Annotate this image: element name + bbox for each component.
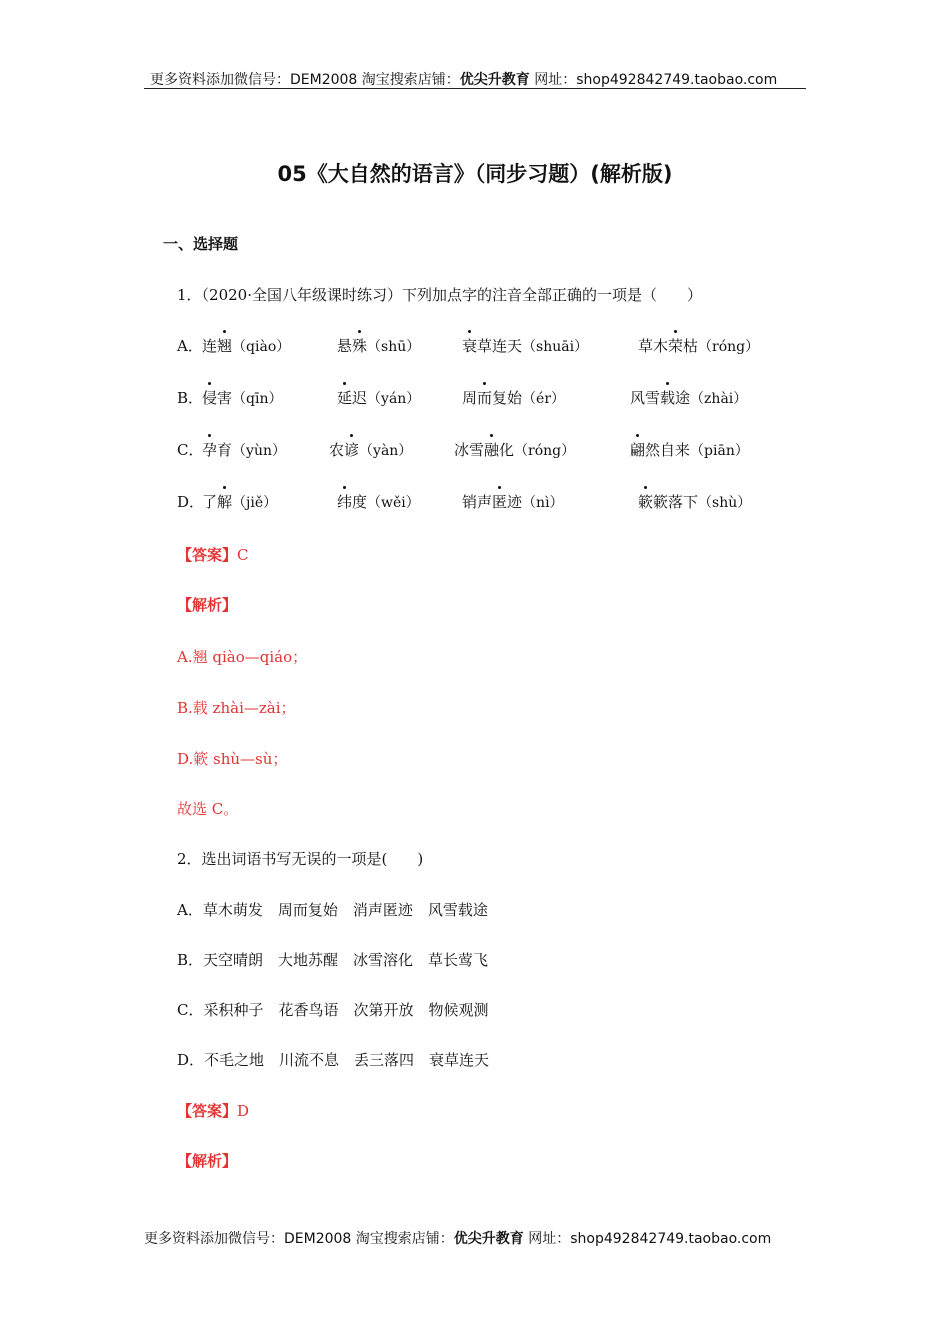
dotted-character: 载 — [660, 389, 676, 407]
q1-option-term — [337, 335, 420, 356]
q1-option-term — [202, 387, 283, 408]
header-shop-prefix: 淘宝搜索店铺： — [361, 72, 460, 88]
q1-analysis-line: A.翘 qiào—qiáo； — [177, 648, 308, 666]
pinyin: （yàn） — [359, 443, 413, 459]
pinyin: （zhài） — [690, 391, 748, 407]
q1-option-term — [462, 387, 565, 408]
footer-shop-name: 优尖升教育 — [453, 1231, 524, 1247]
q1-option-label: D． — [177, 493, 205, 511]
q2-option-d: D．不毛之地 川流不息 丢三落四 衰草连天 — [177, 1051, 490, 1069]
q1-answer-value: C — [237, 546, 249, 564]
q2-option-c: C．采积种子 花香鸟语 次第开放 物候观测 — [177, 1001, 489, 1019]
header-shop-name: 优尖升教育 — [459, 72, 530, 88]
term-prefix: 周 — [462, 389, 478, 407]
dotted-character: 而 — [477, 389, 493, 407]
term-suffix: 枯 — [683, 337, 699, 355]
pinyin: （shù） — [698, 495, 752, 511]
q1-option-term — [638, 335, 759, 356]
term-prefix: 销声 — [462, 493, 493, 511]
footer-wechat: DEM2008 — [284, 1231, 352, 1247]
pinyin: （róng） — [698, 339, 760, 355]
header-divider — [144, 88, 806, 89]
pinyin: （yùn） — [232, 443, 286, 459]
pinyin: （yán） — [367, 391, 421, 407]
q1-option-term — [329, 439, 412, 460]
q2-answer-value: D — [237, 1102, 250, 1120]
dotted-character: 匿 — [492, 493, 508, 511]
q1-option-term — [454, 439, 575, 460]
q2-stem: 2．选出词语书写无误的一项是( ) — [177, 850, 424, 868]
dotted-character: 荣 — [668, 337, 684, 355]
q1-option-term — [638, 491, 751, 512]
section-heading: 一、选择题 — [163, 235, 239, 253]
q1-analysis-line: B.载 zhài—zài； — [177, 699, 296, 717]
dotted-character: 解 — [217, 493, 233, 511]
q1-option-term — [337, 387, 420, 408]
q2-option-b: B．天空晴朗 大地苏醒 冰雪溶化 草长莺飞 — [177, 951, 489, 969]
q1-analysis-line: 故选 C。 — [177, 800, 239, 818]
q1-option-label: B． — [177, 389, 204, 407]
q1-stem: 1．（2020·全国八年级课时练习）下列加点字的注音全部正确的一项是（ ） — [177, 286, 702, 304]
term-suffix: 度 — [352, 493, 368, 511]
header-url-prefix: 网址： — [534, 72, 577, 88]
page-header — [150, 69, 777, 89]
term-suffix: 草连天 — [477, 337, 523, 355]
q1-option-term — [462, 335, 588, 356]
pinyin: （qīn） — [232, 391, 283, 407]
footer-wechat-prefix: 更多资料添加微信号： — [144, 1231, 284, 1247]
dotted-character: 谚 — [344, 441, 360, 459]
term-suffix: 化 — [499, 441, 515, 459]
q1-analysis-label — [177, 594, 237, 615]
footer-shop-prefix: 淘宝搜索店铺： — [355, 1231, 454, 1247]
term-prefix: 草木 — [638, 337, 669, 355]
q1-analysis-line: D.簌 shù—sù； — [177, 750, 288, 768]
dotted-character: 纬 — [337, 493, 353, 511]
q1-option-label: C． — [177, 441, 204, 459]
dotted-character: 翘 — [217, 337, 233, 355]
term-prefix: 农 — [329, 441, 345, 459]
term-suffix: 害 — [217, 389, 233, 407]
term-prefix: 悬 — [337, 337, 353, 355]
term-suffix: 簌落下 — [653, 493, 699, 511]
header-wechat: DEM2008 — [290, 72, 358, 88]
term-suffix: 复始 — [492, 389, 523, 407]
header-url[interactable]: shop492842749.taobao.com — [576, 72, 778, 88]
pinyin: （ér） — [522, 391, 566, 407]
dotted-character: 孕 — [202, 441, 218, 459]
q2-option-a: A．草木萌发 周而复始 消声匿迹 风雪载途 — [177, 901, 488, 919]
q1-option-term — [202, 335, 290, 356]
q1-option-term — [630, 439, 749, 460]
term-prefix: 风雪 — [630, 389, 661, 407]
header-wechat-prefix: 更多资料添加微信号： — [150, 72, 290, 88]
term-suffix: 途 — [675, 389, 691, 407]
q1-option-term — [337, 491, 420, 512]
pinyin: （shuāi） — [522, 339, 589, 355]
term-suffix: 然自来 — [645, 441, 691, 459]
q1-answer-label: 【答案】 — [177, 546, 238, 564]
q2-analysis-label-text: 【解析】 — [177, 1152, 238, 1170]
q1-option-term — [202, 439, 286, 460]
q1-option-term — [630, 387, 747, 408]
pinyin: （róng） — [514, 443, 576, 459]
footer-url[interactable]: shop492842749.taobao.com — [570, 1231, 772, 1247]
dotted-character: 殊 — [352, 337, 368, 355]
term-prefix: 了 — [202, 493, 218, 511]
page-footer — [144, 1228, 771, 1248]
term-prefix: 连 — [202, 337, 218, 355]
dotted-character: 融 — [484, 441, 500, 459]
dotted-character: 侵 — [202, 389, 218, 407]
pinyin: （shū） — [367, 339, 421, 355]
term-suffix: 育 — [217, 441, 233, 459]
q1-answer — [177, 544, 249, 565]
pinyin: （qiào） — [232, 339, 291, 355]
q1-analysis-label-text: 【解析】 — [177, 596, 238, 614]
dotted-character: 延 — [337, 389, 353, 407]
q1-option-term — [202, 491, 277, 512]
q1-option-term — [462, 491, 564, 512]
q1-option-label: A． — [177, 337, 203, 355]
q2-answer-label: 【答案】 — [177, 1102, 238, 1120]
page-title: 05《大自然的语言》（同步习题）(解析版) — [277, 162, 673, 186]
dotted-character: 衰 — [462, 337, 478, 355]
q2-analysis-label — [177, 1150, 237, 1171]
term-prefix: 冰雪 — [454, 441, 485, 459]
pinyin: （nì） — [522, 495, 564, 511]
dotted-character: 簌 — [638, 493, 654, 511]
pinyin: （piān） — [690, 443, 749, 459]
term-suffix: 迹 — [507, 493, 523, 511]
dotted-character: 翩 — [630, 441, 646, 459]
pinyin: （wěi） — [367, 495, 420, 511]
q2-answer — [177, 1100, 249, 1121]
footer-url-prefix: 网址： — [528, 1231, 571, 1247]
term-suffix: 迟 — [352, 389, 368, 407]
pinyin: （jiě） — [232, 495, 278, 511]
